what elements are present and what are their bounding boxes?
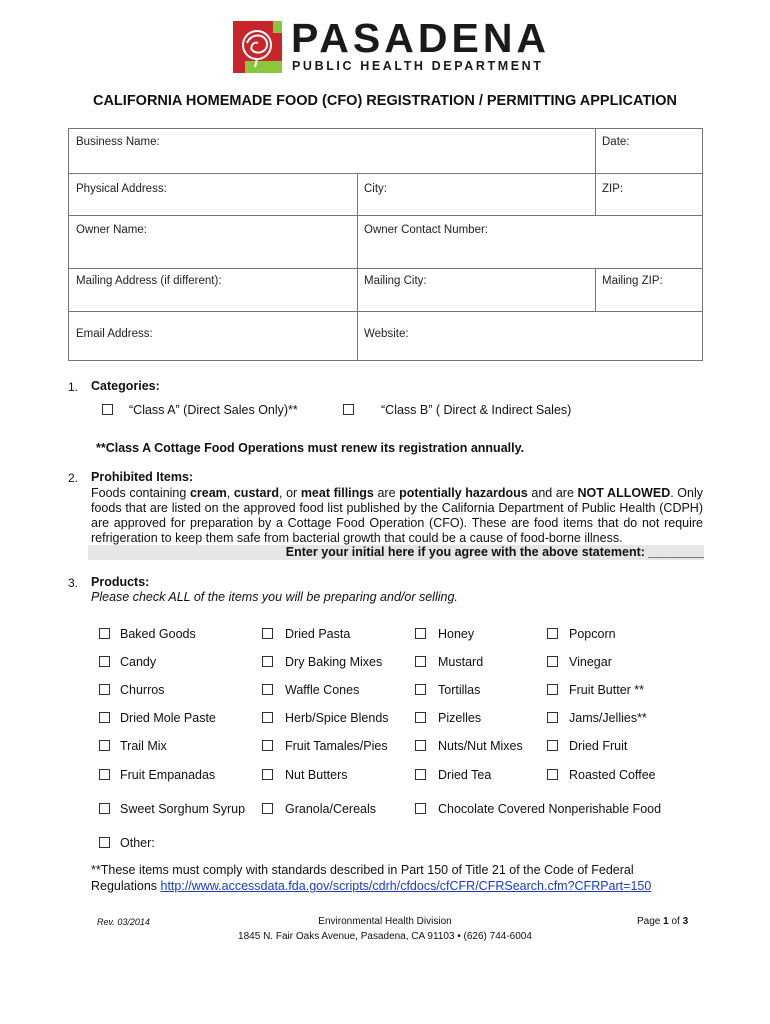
product-label-chocolate-covered-nonperishable-food: Chocolate Covered Nonperishable Food xyxy=(438,802,662,816)
products-instruction: Please check ALL of the items you will be preparing and/or selling. xyxy=(91,590,458,604)
product-checkbox-chocolate-covered-nonperishable-food[interactable] xyxy=(415,803,426,814)
product-label-pizelles: Pizelles xyxy=(438,711,482,725)
product-label-fruit-butter: Fruit Butter ** xyxy=(569,683,645,697)
product-checkbox-trail-mix[interactable] xyxy=(99,740,110,751)
table-divider xyxy=(69,215,702,216)
owner-name-field[interactable]: Owner Name: xyxy=(76,224,147,236)
product-label-jams-jellies: Jams/Jellies** xyxy=(569,711,647,725)
class-a-checkbox[interactable] xyxy=(102,404,113,415)
owner-contact-field[interactable]: Owner Contact Number: xyxy=(364,224,488,236)
division-address: 1845 N. Fair Oaks Avenue, Pasadena, CA 91103 • (626) 744-6004 xyxy=(238,931,532,942)
text-run: NOT ALLOWED xyxy=(577,486,671,500)
product-label-honey: Honey xyxy=(438,627,475,641)
product-checkbox-popcorn[interactable] xyxy=(547,628,558,639)
section-number: 2. xyxy=(68,471,79,485)
class-a-label: “Class A” (Direct Sales Only)** xyxy=(129,403,298,417)
product-checkbox-nut-butters[interactable] xyxy=(262,769,273,780)
product-label-nut-butters: Nut Butters xyxy=(285,768,348,782)
product-checkbox-sweet-sorghum-syrup[interactable] xyxy=(99,803,110,814)
text-run: . Only foods that are listed on the approved food list published by the California Department of Public Health (CDPH) are approved for preparation by a Cottage Food Operation (CFO). These are food items that do not require refrigeration to keep them safe from bacterial growth that could be a cause of food-borne illness. xyxy=(91,486,704,545)
initial-field[interactable]: Enter your initial here if you agree with the above statement: ________ xyxy=(285,545,704,559)
page-title: CALIFORNIA HOMEMADE FOOD (CFO) REGISTRATION / PERMITTING APPLICATION xyxy=(92,93,677,109)
prohibited-paragraph xyxy=(91,486,703,546)
product-label-sweet-sorghum-syrup: Sweet Sorghum Syrup xyxy=(120,802,246,816)
page-prefix: Page xyxy=(637,916,664,927)
product-label-nuts-nut-mixes: Nuts/Nut Mixes xyxy=(438,739,523,753)
table-divider xyxy=(69,311,702,312)
table-divider xyxy=(595,268,596,311)
page-total: 3 xyxy=(682,916,689,927)
product-checkbox-granola-cereals[interactable] xyxy=(262,803,273,814)
product-checkbox-dry-baking-mixes[interactable] xyxy=(262,656,273,667)
product-checkbox-roasted-coffee[interactable] xyxy=(547,769,558,780)
section-number: 3. xyxy=(68,576,79,590)
text-run: potentially hazardous xyxy=(399,486,528,500)
org-name: PASADENA xyxy=(291,15,551,61)
department-name: PUBLIC HEALTH DEPARTMENT xyxy=(292,59,544,73)
mailing-address-field[interactable]: Mailing Address (if different): xyxy=(76,275,222,287)
product-checkbox-vinegar[interactable] xyxy=(547,656,558,667)
product-checkbox-waffle-cones[interactable] xyxy=(262,684,273,695)
product-checkbox-fruit-tamales-pies[interactable] xyxy=(262,740,273,751)
product-label-herb-spice-blends: Herb/Spice Blends xyxy=(285,711,389,725)
text-run: are xyxy=(373,486,400,500)
product-checkbox-tortillas[interactable] xyxy=(415,684,426,695)
business-name-field[interactable]: Business Name: xyxy=(76,136,160,148)
pasadena-logo xyxy=(233,15,563,77)
product-label-fruit-tamales-pies: Fruit Tamales/Pies xyxy=(285,739,388,753)
website-field[interactable]: Website: xyxy=(364,328,409,340)
registration-form-table xyxy=(68,128,703,361)
product-label-waffle-cones: Waffle Cones xyxy=(285,683,360,697)
footnote-prefix: Regulations xyxy=(91,879,161,893)
product-label-popcorn: Popcorn xyxy=(569,627,616,641)
product-checkbox-pizelles[interactable] xyxy=(415,712,426,723)
product-checkbox-churros[interactable] xyxy=(99,684,110,695)
physical-address-field[interactable]: Physical Address: xyxy=(76,183,167,195)
footnote-line-1: **These items must comply with standards described in Part 150 of Title 21 of the Code of Federal xyxy=(91,863,634,877)
product-checkbox-mustard[interactable] xyxy=(415,656,426,667)
table-divider xyxy=(69,268,702,269)
product-label-dried-pasta: Dried Pasta xyxy=(285,627,351,641)
product-label-dried-tea: Dried Tea xyxy=(438,768,492,782)
product-checkbox-dried-mole-paste[interactable] xyxy=(99,712,110,723)
product-checkbox-herb-spice-blends[interactable] xyxy=(262,712,273,723)
text-run: meat fillings xyxy=(300,486,374,500)
date-field[interactable]: Date: xyxy=(602,136,630,148)
table-divider xyxy=(69,173,702,174)
product-checkbox-dried-tea[interactable] xyxy=(415,769,426,780)
mailing-zip-field[interactable]: Mailing ZIP: xyxy=(602,275,663,287)
product-label-vinegar: Vinegar xyxy=(569,655,612,669)
mailing-city-field[interactable]: Mailing City: xyxy=(364,275,427,287)
product-checkbox-candy[interactable] xyxy=(99,656,110,667)
email-field[interactable]: Email Address: xyxy=(76,328,153,340)
product-label-baked-goods: Baked Goods xyxy=(120,627,196,641)
text-run: Foods containing xyxy=(91,486,190,500)
text-run: , or xyxy=(279,486,301,500)
product-label-candy: Candy xyxy=(120,655,157,669)
footnote-line-2 xyxy=(91,879,651,893)
product-checkbox-honey[interactable] xyxy=(415,628,426,639)
product-label-roasted-coffee: Roasted Coffee xyxy=(569,768,656,782)
section-number: 1. xyxy=(68,380,79,394)
class-b-checkbox[interactable] xyxy=(343,404,354,415)
cfr-link[interactable]: http://www.accessdata.fda.gov/scripts/cdrh/cfdocs/cfCFR/CFRSearch.cfm?CFRPart=150 xyxy=(160,879,652,893)
text-run: and are xyxy=(527,486,578,500)
product-label-trail-mix: Trail Mix xyxy=(120,739,167,753)
division-name: Environmental Health Division xyxy=(318,916,452,927)
product-checkbox-other[interactable] xyxy=(99,837,110,848)
product-checkbox-fruit-butter[interactable] xyxy=(547,684,558,695)
product-label-dry-baking-mixes: Dry Baking Mixes xyxy=(285,655,383,669)
product-checkbox-dried-pasta[interactable] xyxy=(262,628,273,639)
product-checkbox-nuts-nut-mixes[interactable] xyxy=(415,740,426,751)
product-checkbox-fruit-empanadas[interactable] xyxy=(99,769,110,780)
categories-heading: Categories: xyxy=(91,379,160,393)
zip-field[interactable]: ZIP: xyxy=(602,183,624,195)
product-checkbox-baked-goods[interactable] xyxy=(99,628,110,639)
text-run: cream xyxy=(189,486,227,500)
city-field[interactable]: City: xyxy=(364,183,387,195)
product-label-dried-mole-paste: Dried Mole Paste xyxy=(120,711,216,725)
products-heading: Products: xyxy=(91,575,150,589)
product-label-tortillas: Tortillas xyxy=(438,683,481,697)
rose-logo-icon xyxy=(233,21,282,73)
page-current: 1 xyxy=(663,916,669,927)
product-label-mustard: Mustard xyxy=(438,655,484,669)
text-run: custard xyxy=(233,486,280,500)
class-b-label: “Class B” ( Direct & Indirect Sales) xyxy=(381,403,572,417)
product-label-granola-cereals: Granola/Cereals xyxy=(285,802,377,816)
page-number xyxy=(637,916,688,927)
page-of: of xyxy=(668,916,683,927)
table-divider xyxy=(595,129,596,173)
prohibited-heading: Prohibited Items: xyxy=(91,470,194,484)
product-label-churros: Churros xyxy=(120,683,165,697)
product-label-other: Other: xyxy=(120,836,155,850)
revision-date: Rev. 03/2014 xyxy=(97,917,150,927)
table-divider xyxy=(357,173,358,361)
text-run: , xyxy=(226,486,234,500)
product-label-dried-fruit: Dried Fruit xyxy=(569,739,628,753)
class-a-renewal-note: **Class A Cottage Food Operations must renew its registration annually. xyxy=(96,441,525,455)
product-checkbox-dried-fruit[interactable] xyxy=(547,740,558,751)
table-divider xyxy=(595,173,596,215)
product-label-fruit-empanadas: Fruit Empanadas xyxy=(120,768,216,782)
product-checkbox-jams-jellies[interactable] xyxy=(547,712,558,723)
